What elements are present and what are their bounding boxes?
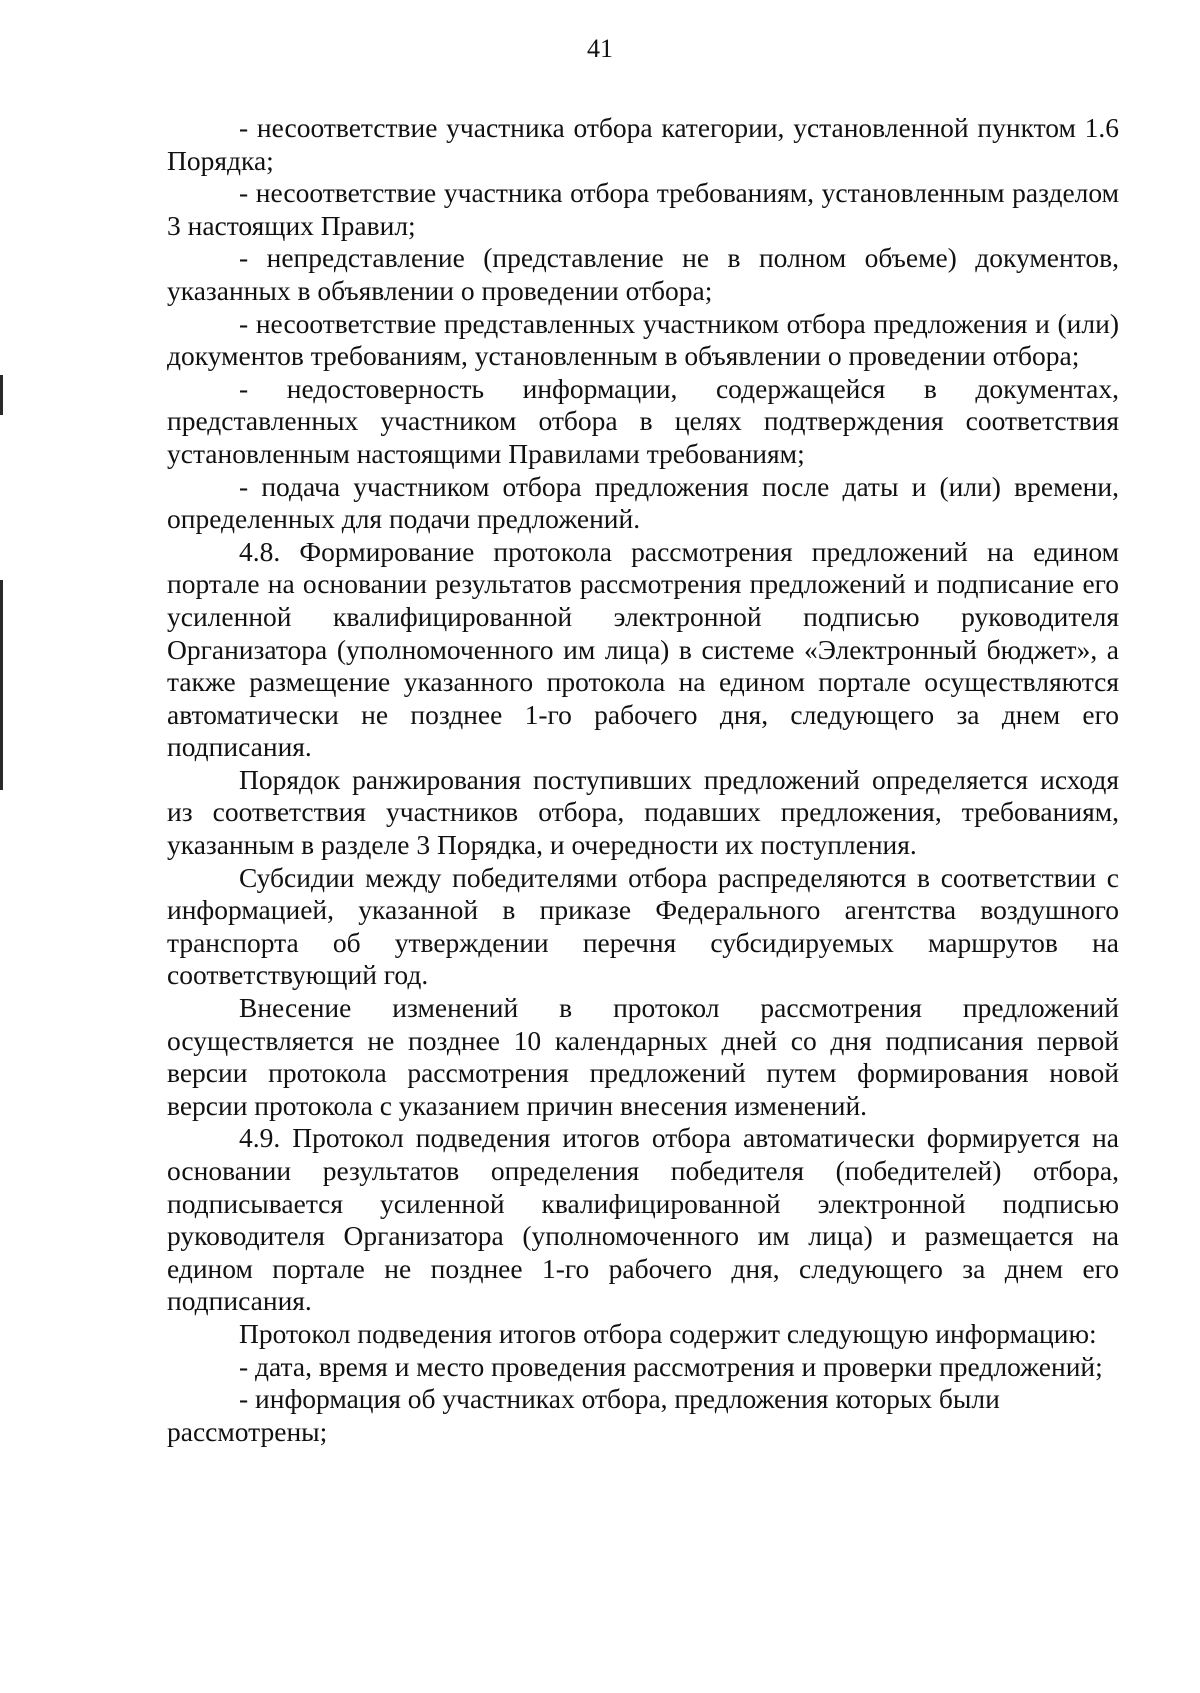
page-number: 41: [587, 34, 613, 63]
paragraph-4-9: 4.9. Протокол подведения итогов отбора автоматически формируется на основании результатов определения победителя (победителей) отбора, подписывается усиленной квалифицированной электронной подписью руководителя Организатора (уполномоченного им лица) и размещается на едином портале не позднее 1-го рабочего дня, следующего за днем его подписания.: [167, 1122, 1119, 1317]
paragraph-list-date: - дата, время и место проведения рассмотрения и проверки предложений;: [239, 1350, 1103, 1382]
paragraph-list-participants: - информация об участниках отбора, предложения которых были рассмотрены;: [167, 1383, 1000, 1447]
paragraph-4-8: 4.8. Формирование протокола рассмотрения предложений на едином портале на основании результатов рассмотрения предложений и подписание его усиленной квалифицированной электронной подписью руководителя Организатора (уполномоченного им лица) в системе «Электронный бюджет», а также размещение указанного протокола на едином портале осуществляются автоматически не позднее 1-го рабочего дня, следующего за днем его подписания.: [167, 535, 1119, 763]
paragraph-criterion-documents: - непредставление (представление не в полном объеме) документов, указанных в объявлении о проведении отбора;: [167, 242, 1119, 306]
paragraph-criterion-unreliable: - недостоверность информации, содержащейся в документах, представленных участником отбора в целях подтверждения соответствия установленным настоящими Правилами требованиям;: [167, 372, 1119, 469]
scan-edge-mark: [0, 580, 3, 790]
paragraph-ranking: Порядок ранжирования поступивших предложений определяется исходя из соответствия участников отбора, подавших предложения, требованиям, указанным в разделе 3 Порядка, и очередности их поступления.: [167, 763, 1119, 861]
paragraph-changes: Внесение изменений в протокол рассмотрения предложений осуществляется не позднее 10 календарных дней со дня подписания первой версии протокола рассмотрения предложений путем формирования новой версии протокола с указанием причин внесения изменений.: [167, 992, 1119, 1121]
paragraph-criterion-requirements: - несоответствие участника отбора требованиям, установленным разделом 3 настоящих Правил;: [167, 177, 1119, 241]
paragraph-protocol-contents: Протокол подведения итогов отбора содержит следующую информацию:: [239, 1317, 1097, 1349]
paragraph-criterion-category: - несоответствие участника отбора категории, установленной пунктом 1.6 Порядка;: [167, 112, 1119, 176]
paragraph-subsidies: Субсидии между победителями отбора распределяются в соответствии с информацией, указанной в приказе Федерального агентства воздушного транспорта об утверждении перечня субсидируемых маршрутов на соответствующий год.: [167, 861, 1119, 991]
paragraph-criterion-mismatch: - несоответствие представленных участником отбора предложения и (или) документов требованиям, установленным в объявлении о проведении отбора;: [167, 307, 1119, 372]
paragraph-criterion-late: - подача участником отбора предложения после даты и (или) времени, определенных для подачи предложений.: [167, 470, 1119, 535]
document-body: [167, 112, 1119, 1448]
scan-edge-mark: [0, 375, 3, 415]
